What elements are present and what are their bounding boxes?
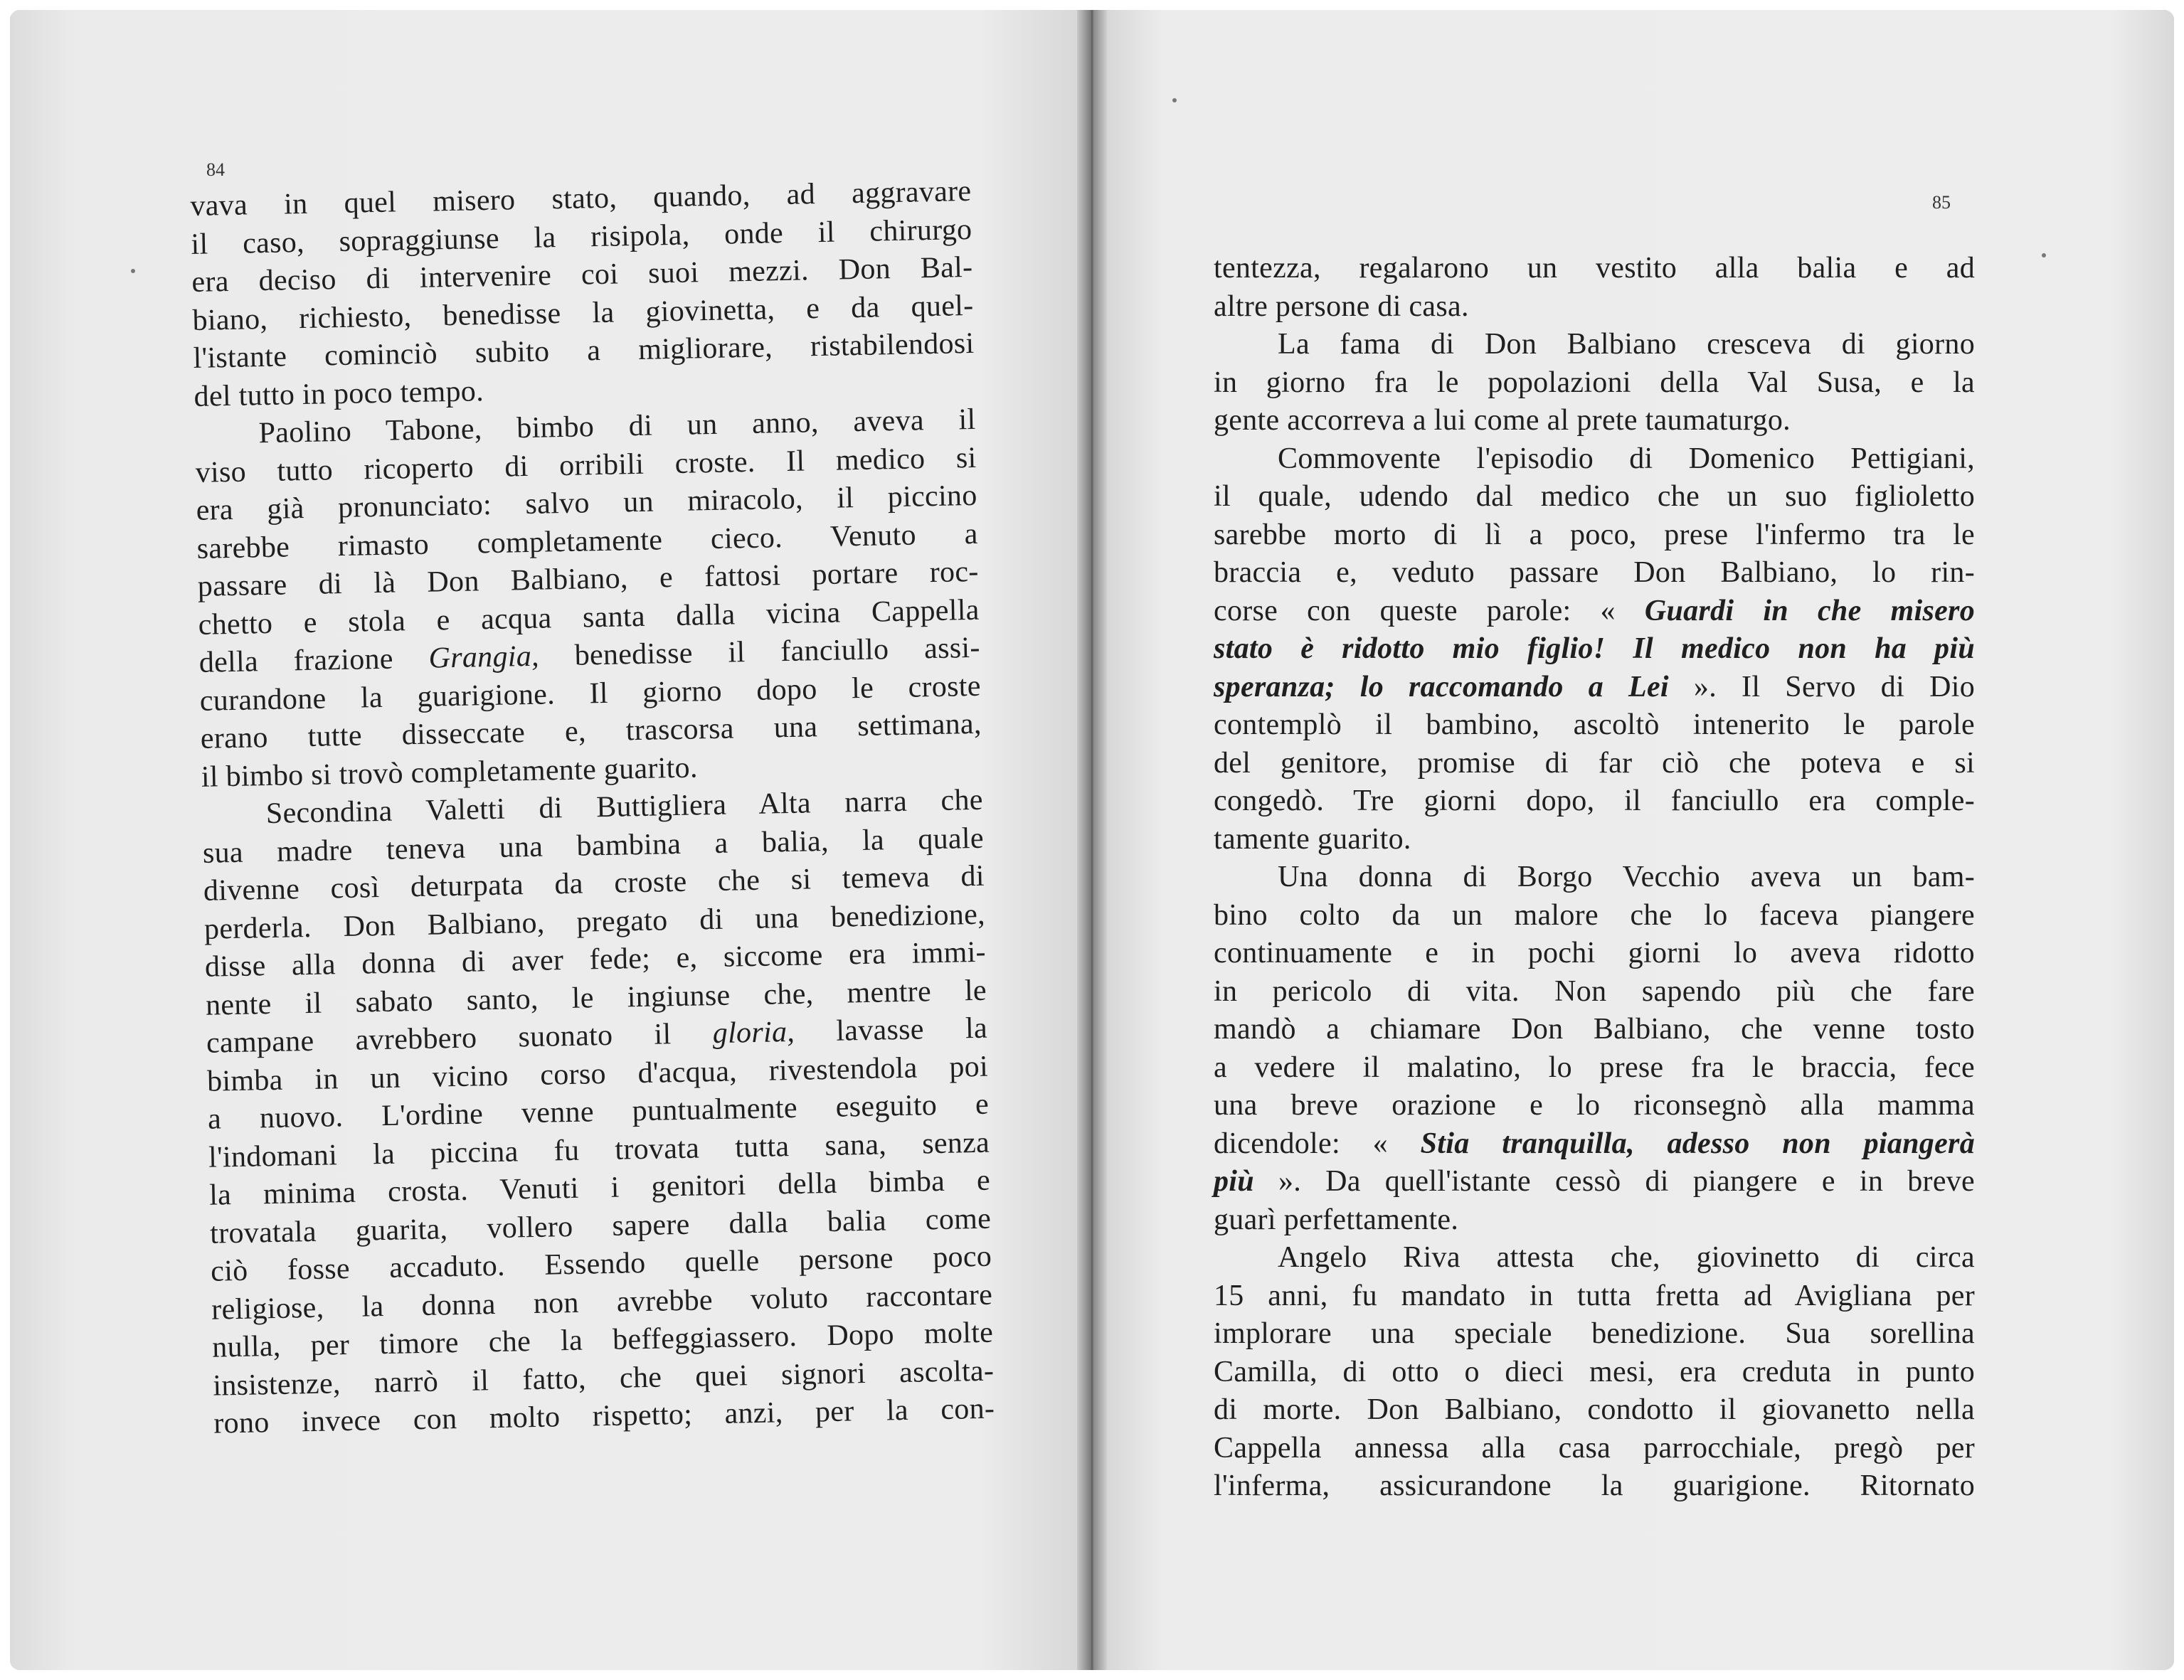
page-number-right: 85	[1932, 192, 1951, 213]
text-line: Secondina Valetti di Buttigliera Alta narra che	[265, 783, 984, 831]
text-line	[1214, 669, 1975, 707]
page-number-left: 84	[206, 159, 225, 180]
text-line	[1214, 1163, 1975, 1201]
text-line: Camilla, di otto o dieci mesi, era creduta in punto	[1214, 1355, 1975, 1388]
text-line: tamente guarito.	[1214, 822, 1411, 856]
text-line: Commovente l'episodio di Domenico Pettigiani,	[1278, 442, 1975, 475]
text-line: a nuovo. L'ordine venne puntualmente eseguito e	[207, 1088, 990, 1136]
paper-speck	[131, 269, 135, 273]
italic-run: più	[1214, 1165, 1254, 1198]
text-line: del genitore, promise di far ciò che poteva e si	[1214, 746, 1975, 780]
text-line: chetto e stola e acqua santa dalla vicina Cappella	[198, 593, 980, 642]
text-line: La fama di Don Balbiano cresceva di giorno	[1278, 328, 1975, 361]
text-line: 15 anni, fu mandato in tutta fretta ad Avigliana per	[1214, 1279, 1975, 1312]
text-line: divenne così deturpata da croste che si temeva di	[203, 859, 985, 908]
text-run: corse con queste parole: «	[1214, 594, 1645, 627]
italic-run: Guardi in che misero	[1644, 594, 1976, 627]
paper-speck	[1172, 98, 1177, 102]
text-line: sarebbe rimasto completamente cieco. Venuto a	[196, 517, 978, 565]
text-line: rono invece con molto rispetto; anzi, per la con-	[213, 1392, 995, 1440]
italic-run: speranza; lo raccomando a Lei	[1214, 670, 1669, 703]
text-line: la minima crosta. Venuti i genitori della bimba e	[208, 1164, 991, 1212]
italic-run: Grangia,	[428, 639, 540, 675]
text-line: tentezza, regalarono un vestito alla balia e ad	[1214, 252, 1975, 285]
text-line: continuamente e in pochi giorni lo aveva ridotto	[1214, 937, 1975, 969]
text-line: bino colto da un malore che lo faceva piangere	[1214, 898, 1975, 932]
text-run: campane avrebbero suonato il	[206, 1017, 714, 1060]
text-line: erano tutte disseccate e, trascorsa una settimana,	[200, 707, 982, 755]
text-run: ». Da quell'istante cessò di piangere e in breve	[1253, 1165, 1975, 1198]
text-line	[1214, 1125, 1975, 1164]
text-line: gente accorreva a lui come al prete taumaturgo.	[1214, 404, 1791, 437]
text-line: il caso, sopraggiunse la risipola, onde il chirurgo	[191, 213, 972, 261]
text-line	[1214, 630, 1975, 669]
text-run: lavasse la	[794, 1011, 988, 1048]
text-line: mandò a chiamare Don Balbiano, che venne tosto	[1214, 1013, 1975, 1046]
text-line: curandone la guarigione. Il giorno dopo le croste	[199, 669, 982, 718]
text-line: altre persone di casa.	[1214, 289, 1469, 323]
text-line: religiose, la donna non avrebbe voluto raccontare	[211, 1278, 993, 1327]
text-line: congedò. Tre giorni dopo, il fanciullo era comple-	[1214, 785, 1975, 817]
text-line: vava in quel misero stato, quando, ad aggravare	[190, 174, 972, 223]
text-line: guarì perfettamente.	[1214, 1203, 1459, 1236]
text-line: nente il sabato santo, le ingiunse che, mentre le	[205, 974, 987, 1022]
text-line: l'indomani la piccina fu trovata tutta sana, senza	[208, 1126, 990, 1174]
text-line: era già pronunciato: salvo un miracolo, il piccino	[196, 479, 977, 527]
text-line: bimba in un vicino corso d'acqua, rivestendola poi	[206, 1050, 989, 1098]
text-line: era deciso di intervenire coi suoi mezzi. Don Bal-	[191, 250, 973, 299]
text-line: in giorno fra le popolazioni della Val Susa, e la	[1214, 366, 1975, 399]
text-line: Cappella annessa alla casa parrocchiale, pregò per	[1214, 1431, 1975, 1464]
text-line: insistenze, narrò il fatto, che quei signori ascolta-	[212, 1354, 995, 1403]
text-line: l'istante cominciò subito a migliorare, ristabilendosi	[193, 326, 975, 375]
text-line: l'inferma, assicurandone la guarigione. Ritornato	[1214, 1469, 1975, 1502]
text-line: di morte. Don Balbiano, condotto il giovanetto nella	[1214, 1393, 1975, 1426]
text-line: viso tutto ricoperto di orribili croste. Il medico si	[195, 441, 977, 489]
text-run: dicendole: «	[1214, 1127, 1421, 1160]
left-page-text	[190, 173, 995, 1443]
text-run: della frazione	[198, 642, 430, 679]
text-line: passare di là Don Balbiano, e fattosi portare roc-	[197, 555, 980, 603]
text-line: ciò fosse accaduto. Essendo quelle persone poco	[210, 1240, 992, 1288]
italic-run: gloria,	[712, 1015, 795, 1051]
right-page-text	[1214, 250, 1975, 1506]
italic-run: stato è ridotto mio figlio! Il medico non ha più	[1214, 632, 1975, 665]
text-line: biano, richiesto, benedisse la giovinetta, e da quel-	[192, 289, 974, 337]
text-run: benedisse il fanciullo assi-	[539, 631, 981, 673]
text-line: il bimbo si trovò completamente guarito.	[201, 750, 699, 794]
italic-run: Stia tranquilla, adesso non piangerà	[1420, 1127, 1975, 1160]
paper-speck	[2042, 253, 2046, 257]
text-line: una breve orazione e lo riconsegnò alla mamma	[1214, 1089, 1975, 1122]
text-line: contemplò il bambino, ascoltò intenerito le parole	[1214, 708, 1975, 741]
text-line: disse alla donna di aver fede; e, siccome era immi-	[204, 935, 987, 984]
text-line: Angelo Riva attesta che, giovinetto di circa	[1278, 1241, 1975, 1274]
text-line: Una donna di Borgo Vecchio aveva un bam-	[1278, 861, 1975, 893]
text-line: Paolino Tabone, bimbo di un anno, aveva il	[258, 403, 976, 450]
text-line: nulla, per timore che la beffeggiassero. Dopo molte	[211, 1316, 994, 1364]
book-gutter	[1077, 10, 1107, 1670]
text-line: perderla. Don Balbiano, pregato di una benedizione,	[203, 898, 986, 946]
text-line: il quale, udendo dal medico che un suo figlioletto	[1214, 480, 1975, 513]
text-line: del tutto in poco tempo.	[194, 374, 484, 413]
text-line: in pericolo di vita. Non sapendo più che fare	[1214, 974, 1975, 1008]
text-line: braccia e, veduto passare Don Balbiano, lo rin-	[1214, 556, 1975, 589]
text-line: sua madre teneva una bambina a balia, la quale	[202, 822, 985, 870]
text-line: implorare una speciale benedizione. Sua sorellina	[1214, 1317, 1975, 1350]
text-line: sarebbe morto di lì a poco, prese l'infermo tra le	[1214, 518, 1975, 551]
text-run: ». Il Servo di Dio	[1668, 670, 1975, 703]
text-line: trovatala guarita, vollero sapere dalla balia come	[209, 1202, 992, 1250]
text-line: a vedere il malatino, lo prese fra le braccia, fece	[1214, 1051, 1975, 1084]
text-line	[1214, 592, 1975, 631]
